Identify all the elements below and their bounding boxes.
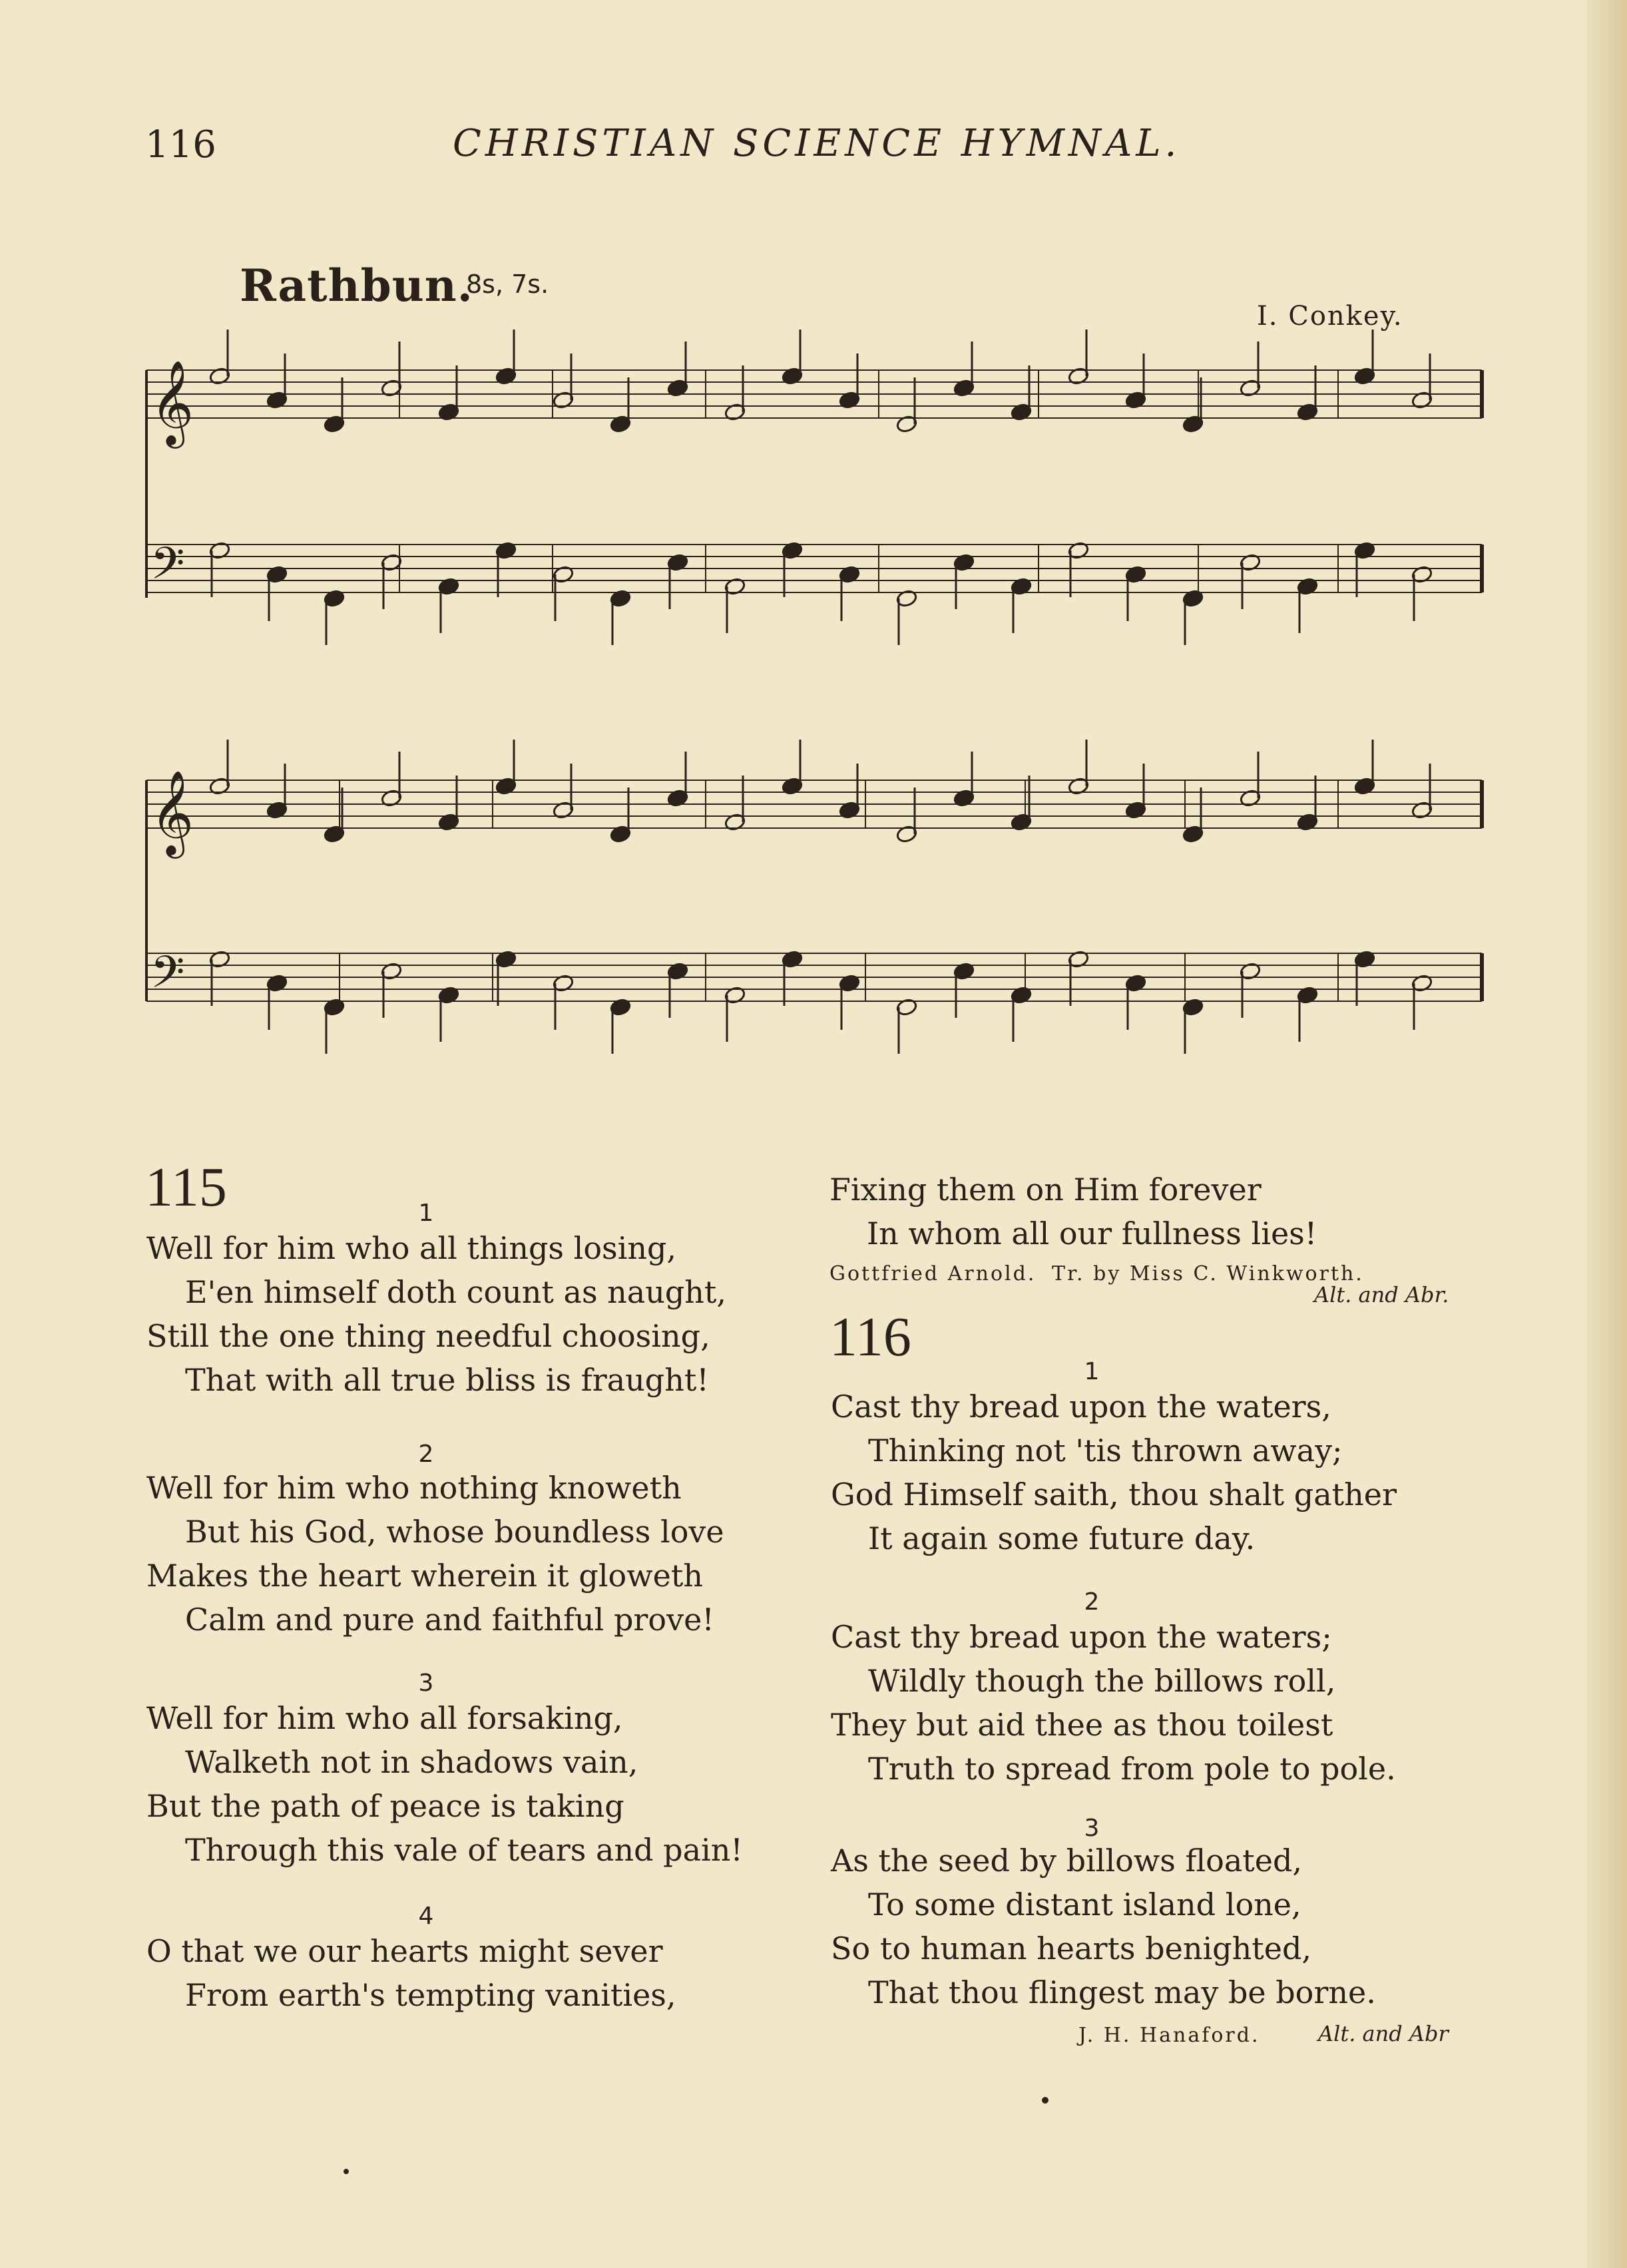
composer: I. Conkey.: [1257, 301, 1403, 332]
tune-meter: 8s, 7s.: [466, 270, 549, 299]
verse-line: Makes the heart wherein it gloweth: [146, 1558, 703, 1594]
alteration-note: Alt. and Abr.: [1314, 1282, 1449, 1307]
verse-line: Well for him who all forsaking,: [146, 1700, 623, 1736]
verse-line: But his God, whose boundless love: [185, 1514, 724, 1550]
hymn-number-116: 116: [829, 1306, 911, 1368]
verse-line: Cast thy bread upon the waters,: [831, 1389, 1331, 1425]
author: Gottfried Arnold.: [829, 1262, 1037, 1285]
translator: Tr. by Miss C. Winkworth.: [1052, 1262, 1364, 1285]
verse-number: 1: [418, 1200, 434, 1227]
verse-line: That with all true bliss is fraught!: [185, 1362, 709, 1398]
verse-line: Calm and pure and faithful prove!: [185, 1602, 714, 1638]
verse-line: Well for him who all things losing,: [146, 1230, 677, 1266]
verse-line: Through this vale of tears and pain!: [185, 1832, 743, 1868]
verse-number: 3: [1084, 1815, 1100, 1842]
verse-number: 2: [1084, 1588, 1100, 1616]
treble-clef: 𝄞: [150, 770, 194, 855]
verse-line: But the path of peace is taking: [146, 1788, 624, 1824]
verse-line: O that we our hearts might sever: [146, 1933, 663, 1969]
verse-line: Wildly though the billows roll,: [868, 1663, 1336, 1699]
bass-clef: 𝄢: [150, 947, 185, 1009]
verse-line: They but aid thee as thou toilest: [831, 1707, 1333, 1743]
verse-line: To some distant island lone,: [868, 1887, 1301, 1923]
music-score: [0, 0, 1627, 1078]
verse-line: So to human hearts benighted,: [831, 1930, 1312, 1966]
verse-number: 4: [418, 1903, 434, 1930]
print-speck: [1042, 2097, 1048, 2104]
verse-line: From earth's tempting vanities,: [185, 1977, 676, 2013]
verse-number: 1: [1084, 1358, 1100, 1385]
verse-line: As the seed by billows floated,: [831, 1843, 1303, 1879]
treble-clef: 𝄞: [150, 359, 194, 445]
verse-number: 2: [418, 1441, 434, 1468]
page-number: 116: [145, 123, 216, 166]
verse-line: It again some future day.: [868, 1520, 1256, 1556]
author: J. H. Hanaford.: [1078, 2024, 1260, 2047]
staff-systems: [146, 330, 1482, 1054]
verse-line: Cast thy bread upon the waters;: [831, 1619, 1332, 1655]
verse-line: God Himself saith, thou shalt gather: [831, 1476, 1397, 1512]
bass-clef: 𝄢: [150, 538, 185, 600]
verse-line: Well for him who nothing knoweth: [146, 1470, 682, 1506]
verse-line: In whom all our fullness lies!: [867, 1216, 1317, 1251]
hymn-number-115: 115: [145, 1156, 227, 1218]
alteration-note: Alt. and Abr: [1318, 2021, 1449, 2046]
verse-line: E'en himself doth count as naught,: [185, 1274, 727, 1310]
tune-name: Rathbun.: [240, 260, 473, 312]
verse-line: Truth to spread from pole to pole.: [868, 1751, 1396, 1787]
verse-number: 3: [418, 1670, 434, 1697]
verse-line: Still the one thing needful choosing,: [146, 1318, 710, 1354]
verse-line: Thinking not 'tis thrown away;: [868, 1433, 1343, 1469]
verse-line: Fixing them on Him forever: [829, 1172, 1262, 1208]
verse-line: Walketh not in shadows vain,: [185, 1744, 638, 1780]
verse-line: That thou flingest may be borne.: [868, 1974, 1376, 2010]
print-speck: [344, 2169, 349, 2174]
book-title: CHRISTIAN SCIENCE HYMNAL.: [453, 122, 1181, 165]
